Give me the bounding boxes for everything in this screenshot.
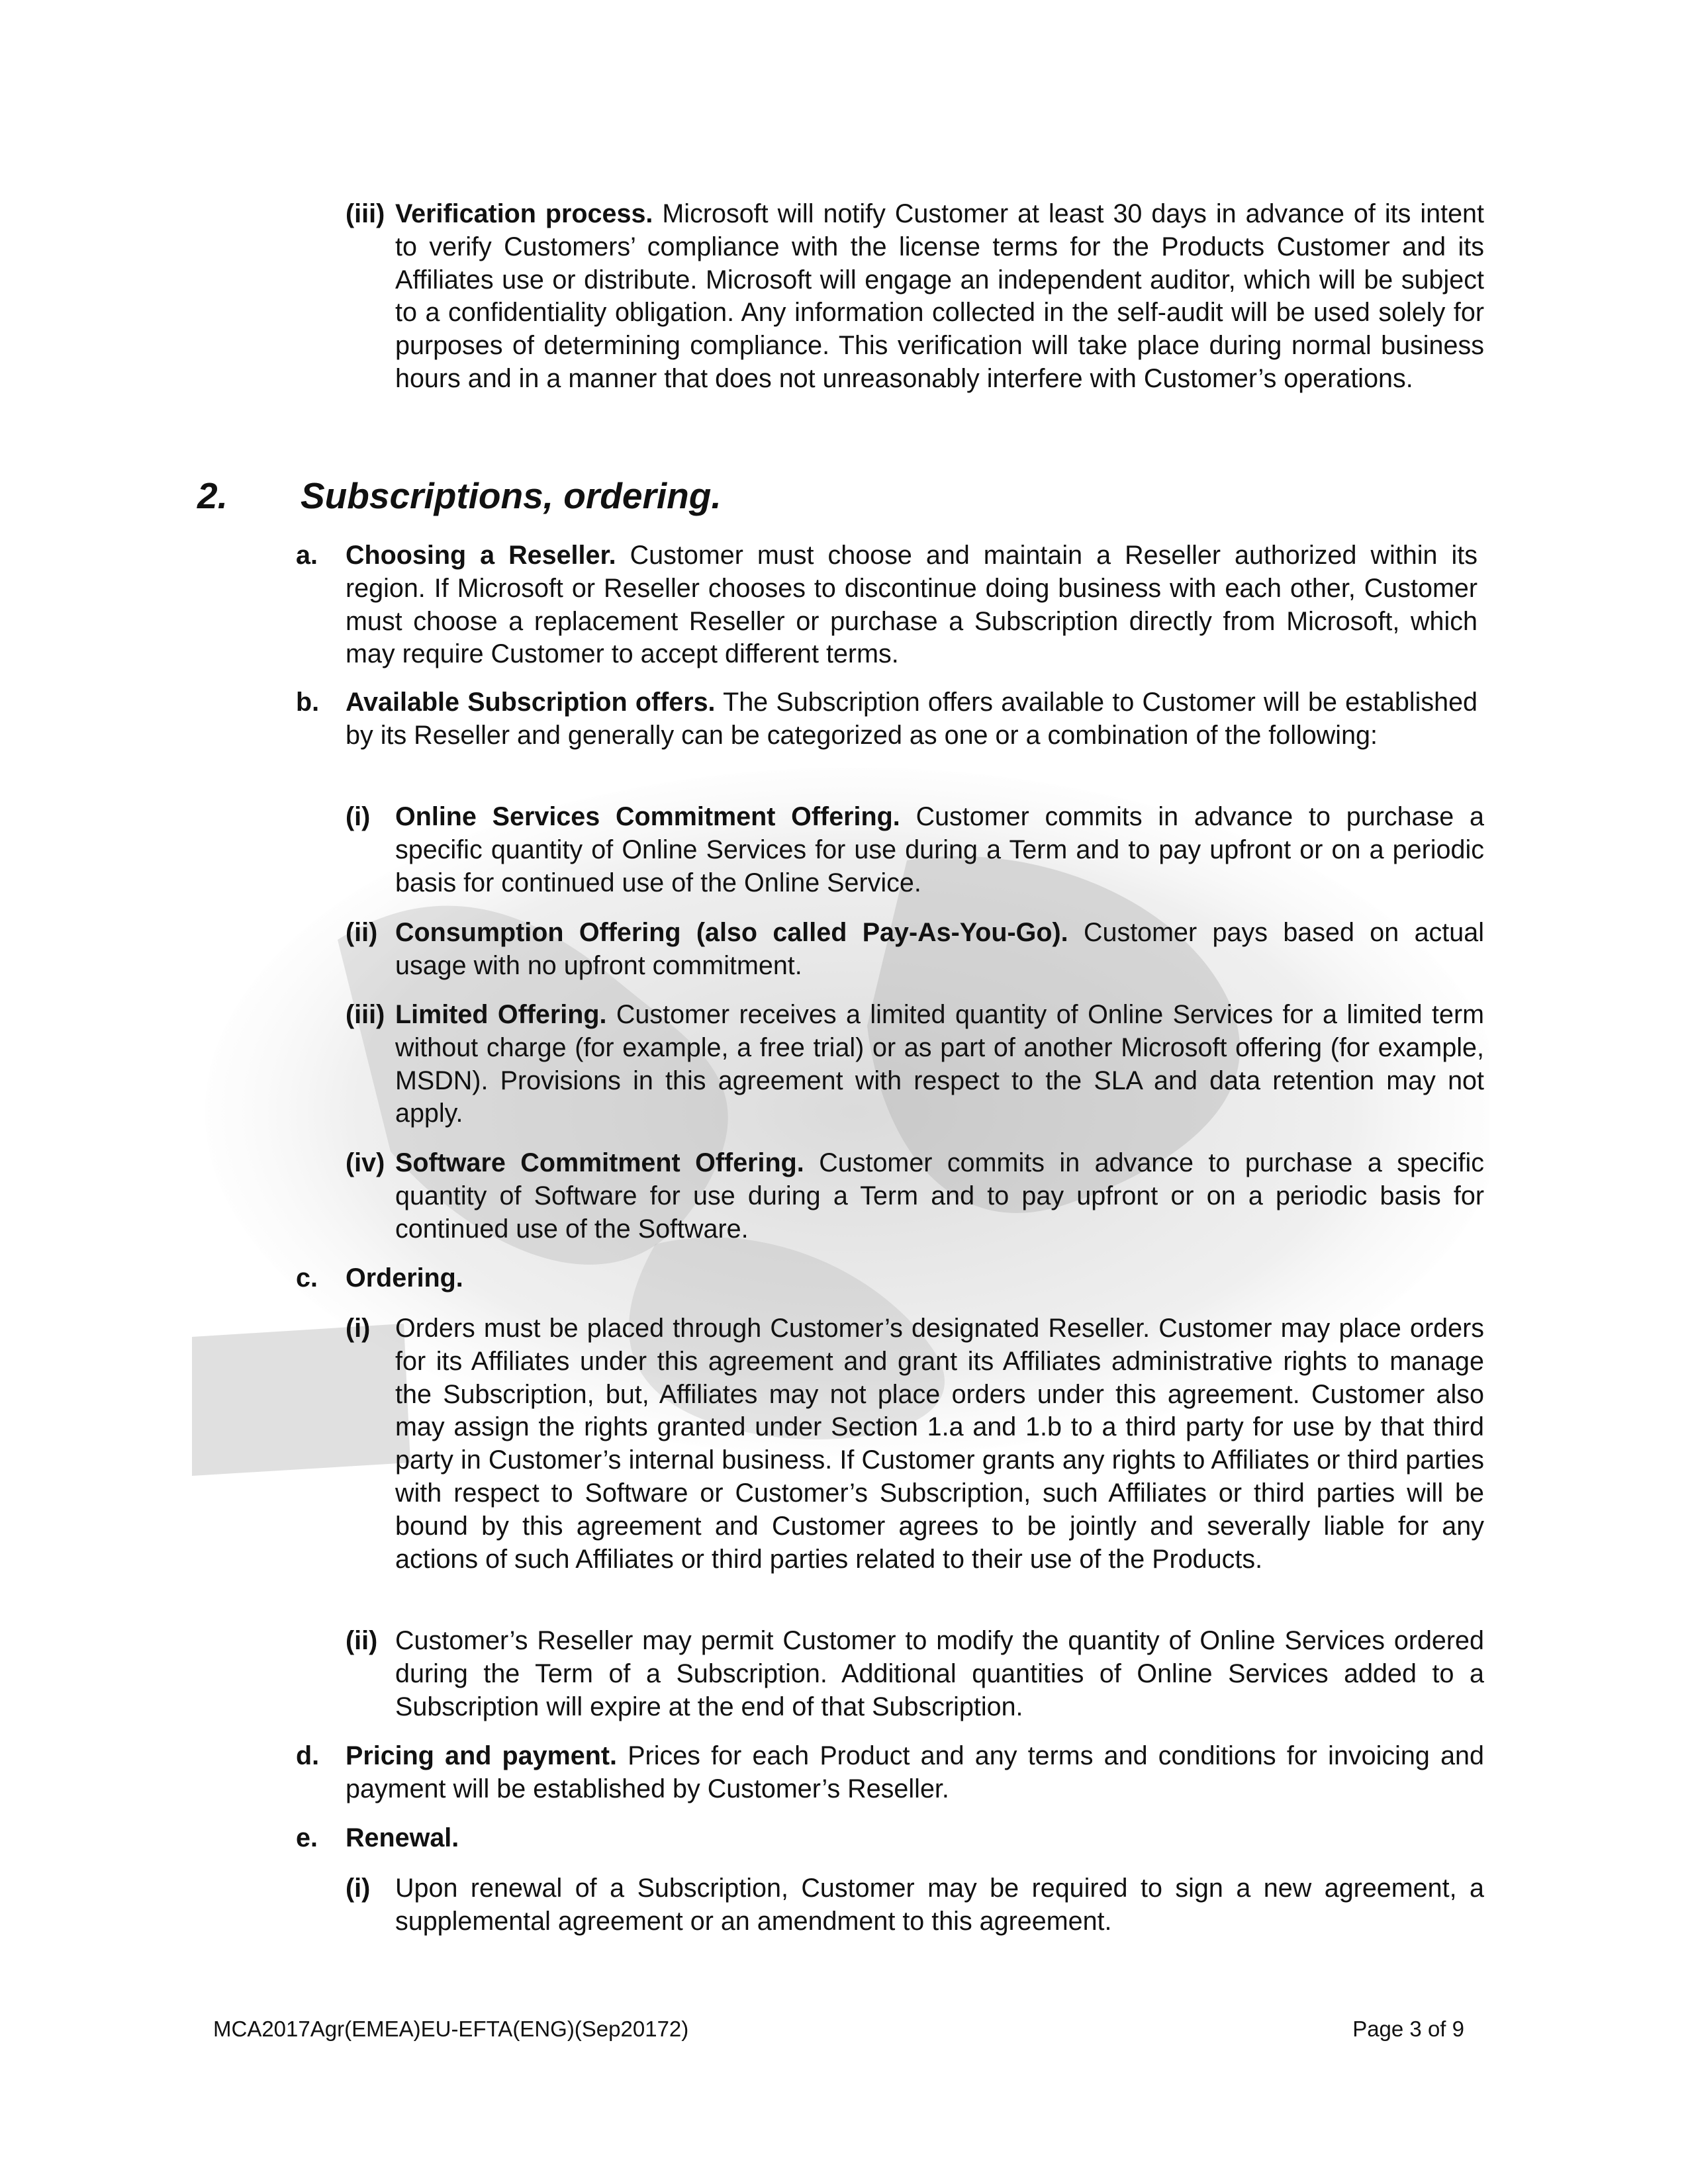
- clause-marker: a.: [296, 541, 318, 570]
- clause-text: Customer pays based on actual usage with no upfront commitment.: [395, 918, 1484, 980]
- clause-heading: Pricing and payment.: [346, 1741, 617, 1770]
- clause-marker: (i): [346, 1314, 371, 1343]
- clause-marker: (i): [346, 1874, 371, 1903]
- clause-2-e: [296, 1822, 1484, 1855]
- clause-text: The Subscription offers available to Customer will be established by its Reseller and generally can be categorized as one or a combination of the following:: [346, 688, 1477, 750]
- clause-text: Customer commits in advance to purchase a specific quantity of Online Services for use during a Term and to pay upfront or on a periodic basis for continued use of the Online Service.: [395, 802, 1484, 897]
- clause-marker: e.: [296, 1823, 318, 1852]
- clause-heading: Verification process.: [395, 199, 653, 228]
- clause-text: Customer’s Reseller may permit Customer to modify the quantity of Online Services ordered during the Term of a Subscription. Additional quantities of Online Services added to a Subscription will expire at the end of that Subscription.: [395, 1626, 1484, 1721]
- clause-marker: b.: [296, 688, 320, 717]
- clause-2-b-ii: [346, 917, 1484, 983]
- clause-2-b-i: [346, 801, 1484, 899]
- clause-heading: Software Commitment Offering.: [395, 1148, 804, 1177]
- clause-heading: Online Services Commitment Offering.: [395, 802, 900, 831]
- footer-page-number: Page 3 of 9: [1352, 2017, 1464, 2041]
- clause-heading: Renewal.: [346, 1823, 459, 1852]
- clause-2-c-i: [346, 1312, 1484, 1576]
- clause-2-c-ii: [346, 1625, 1484, 1723]
- clause-2-d: [296, 1740, 1484, 1806]
- clause-text: Prices for each Product and any terms and conditions for invoicing and payment will be established by Customer’s Reseller.: [346, 1741, 1484, 1803]
- clause-2-a: [296, 539, 1477, 671]
- clause-text: Microsoft will notify Customer at least 30 days in advance of its intent to verify Customers’ compliance with the license terms for the Products Customer and its Affiliates use or distribute. Microsoft will engage an independent auditor, which will be subject to a confidentiality obligation. Any information collected in the self-audit will be used solely for purposes of determining compliance. This verification will take place during normal business hours and in a manner that does not unreasonably interfere with Customer’s operations.: [395, 199, 1484, 393]
- clause-heading: Limited Offering.: [395, 1000, 607, 1029]
- clause-text: Upon renewal of a Subscription, Customer may be required to sign a new agreement, a supplemental agreement or an amendment to this agreement.: [395, 1874, 1484, 1936]
- clause-marker: (iv): [346, 1148, 385, 1177]
- clause-marker: (iii): [346, 1000, 385, 1029]
- clause-marker: d.: [296, 1741, 320, 1770]
- clause-marker: (ii): [346, 918, 378, 947]
- section-title: Subscriptions, ordering.: [301, 475, 722, 516]
- clause-heading: Consumption Offering (also called Pay-As-You-Go).: [395, 918, 1068, 947]
- clause-marker: (iii): [346, 199, 385, 228]
- clause-text: Customer commits in advance to purchase a specific quantity of Software for use during a Term and to pay upfront or on a periodic basis for continued use of the Software.: [395, 1148, 1484, 1244]
- clause-marker: (ii): [346, 1626, 378, 1655]
- clause-heading: Available Subscription offers.: [346, 688, 716, 717]
- clause-2-e-i: [346, 1872, 1484, 1938]
- clause-heading: Ordering.: [346, 1263, 463, 1293]
- clause-heading: Choosing a Reseller.: [346, 541, 616, 570]
- clause-2-c: [296, 1262, 1477, 1295]
- clause-2-b-iii: [346, 999, 1484, 1130]
- footer-doc-id: MCA2017Agr(EMEA)EU-EFTA(ENG)(Sep20172): [213, 2017, 689, 2041]
- clause-2-b-iv: [346, 1147, 1484, 1246]
- clause-text: Customer receives a limited quantity of Online Services for a limited term without charge (for example, a free trial) or as part of another Microsoft offering (for example, MSDN). Provisions in this agreement with respect to the SLA and data retention may not apply.: [395, 1000, 1484, 1128]
- clause-marker: c.: [296, 1263, 318, 1293]
- clause-marker: (i): [346, 802, 371, 831]
- clause-1-iii: [346, 198, 1484, 396]
- section-number: 2.: [197, 475, 228, 516]
- clause-text: Customer must choose and maintain a Reseller authorized within its region. If Microsoft or Reseller chooses to discontinue doing business with each other, Customer must choose a replacement Reseller or purchase a Subscription directly from Microsoft, which may require Customer to accept different terms.: [346, 541, 1477, 669]
- clause-2-b: [296, 686, 1477, 752]
- clause-text: Orders must be placed through Customer’s designated Reseller. Customer may place orders for its Affiliates under this agreement and grant its Affiliates administrative rights to manage the Subscription, but, Affiliates may not place orders under this agreement. Customer also may assign the rights granted under Section 1.a and 1.b to a third party for use by that third party in Customer’s internal business. If Customer grants any rights to Affiliates or third parties with respect to Software or Customer’s Subscription, such Affiliates or third parties will be bound by this agreement and Customer agrees to be jointly and severally liable for any actions of such Affiliates or third parties related to their use of the Products.: [395, 1314, 1484, 1574]
